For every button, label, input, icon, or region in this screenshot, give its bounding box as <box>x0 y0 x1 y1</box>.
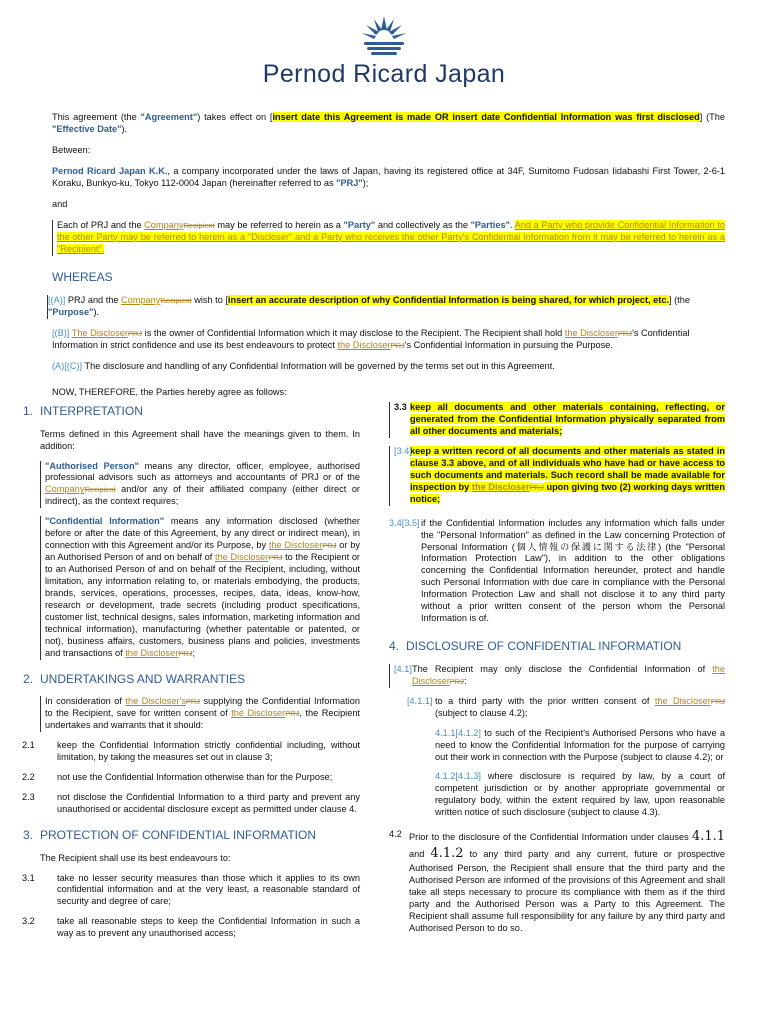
effective-date-paragraph: This agreement (the "Agreement") takes effect on [insert date this Agreement is made OR insert date Confidential Information was first disclosed] (The "Effective Date"). <box>52 112 726 134</box>
clause-2-2: 2.2 not use the Confidential Information otherwise than for the Purpose; <box>22 772 333 783</box>
definition-confidential-information: "Confidential Information" means any information disclosed (whether before or after the date of this Agreement, by any direct or indirect mean), in connection with this Agreement and/or its Purpose, by the DiscloserPRJ or by an Authorised Person of and on behalf of the DiscloserPRJ to the Recipient or to an Authorised Person of and on behalf of the Recipient, including, without limitation, any information relating to, or materials embodying, the products, brands, services, operations, processes, recipes, data, ideas, know-how, research or development, trade secrets (including product specifications, customer list, technical designs, sales information, marketing information and technical information), manufacturing (whether patentable or patented, or not), business affairs, customers, business plans and policies, investments and transactions of the DiscloserPRJ; <box>40 516 360 659</box>
section-3-intro: The Recipient shall use its best endeavours to: <box>40 852 231 863</box>
section-2-heading: 2. UNDERTAKINGS AND WARRANTIES <box>23 671 246 686</box>
left-column <box>22 404 361 948</box>
clause-3-1: 3.1 take no lesser security measures than those which it applies to its own confidential information and at the very least, a reasonable standard of security and degree of care; <box>22 872 360 907</box>
now-therefore-paragraph: NOW, THEREFORE, the Parties hereby agree as follows: <box>52 386 287 397</box>
parties-paragraph: Each of PRJ and the CompanyRecipient may be referred to herein as a "Party" and collectively as the "Parties". And a Party who provide Confidential Information to the other Party may be referred to herein as a "Discloser" and a Party who receives the other Party's Confidential Information from it may be referred to herein as a "Recipient". <box>52 220 725 256</box>
fan-logo-icon <box>358 12 410 56</box>
section-2-intro: In consideration of the Discloser'sPRJ supplying the Confidential Information to the Recipient, save for written consent of the DiscloserPRJ, the Recipient undertakes and warrants that it should: <box>40 696 360 732</box>
recital-b: [(B)] The DiscloserPRJ is the owner of Confidential Information which it may disclose to the Recipient. The Recipient shall hold the DiscloserPRJ's Confidential Information in strict confidence and use its best endeavours to protect the DiscloserPRJ's Confidential Information in pursuing the Purpose. <box>52 328 690 351</box>
clause-4-1-3: 4.1.2[4.1.3] where disclosure is required by law, by a court of competent jurisdiction or by another appropriate governmental or regulatory body, within the extent required by law, upon reasonable written notice of such disclosure (subject to clause 4.3). <box>435 771 725 818</box>
between-label: Between: <box>52 144 91 155</box>
company-logo <box>0 12 768 91</box>
definition-authorised-person: "Authorised Person" means any director, officer, employee, authorised professional advisors such as attorneys and accountants of PRJ or of the CompanyRecipient and/or any of their affiliated company (either direct or indirect), as the context requires; <box>40 461 360 509</box>
clause-4-1: [4.1] The Recipient may only disclose the Confidential Information of the DiscloserPRJ: <box>389 664 725 688</box>
logo-text: Pernod Ricard Japan <box>262 60 506 88</box>
and-label: and <box>52 198 68 209</box>
clause-4-1-2: 4.1.1[4.1.2] to such of the Recipient's Authorised Persons who have a need to know the Confidential Information for the purpose of carrying out their work in connection with the Purpose (subject to clause 4.2); or <box>435 727 725 762</box>
section-3-heading: 3. PROTECTION OF CONFIDENTIAL INFORMATION <box>23 827 316 842</box>
section-1-intro: Terms defined in this Agreement shall have the meanings given to them. In addition: <box>40 428 360 451</box>
clause-2-3: 2.3 not disclose the Confidential Information to a third party and prevent any unauthorised or accidental disclosure except as permitted under clause 4. <box>22 792 360 815</box>
clause-2-1: 2.1 keep the Confidential Information strictly confidential including, without limitation, by taking the measures set out in clause 3; <box>22 740 360 763</box>
section-1-heading: 1. INTERPRETATION <box>23 404 143 418</box>
clause-4-1-1: [4.1.1] to a third party with the prior written consent of the DiscloserPRJ (subject to clause 4.2); <box>407 695 725 718</box>
clause-4-2: 4.2 Prior to the disclosure of the Confidential Information under clauses 4.1.1 and 4.1.2 to any third party and any current, future or prospective Authorised Person, the Recipient shall ensure that the third party and the Authorised Person are informed of the provisions of this Agreement and shall take all steps necessary to procure its compliance with them as if the third party and the Authorised Person was a Party to this Agreement. The Recipient shall assume full responsibility for any failure by any third party and Authorised Person to do so. <box>389 829 726 933</box>
clause-3-4: [3.4] keep a written record of all documents and other materials as stated in clause 3.3 above, and of all individuals who have had or have access to such documents and materials. Such record shall be made available for inspection by the DiscloserPRJ upon giving two (2) working days written notice; <box>389 446 725 506</box>
recital-a: [(A)] PRJ and the CompanyRecipient wish to [insert an accurate description of why Confidential Information is being shared, for which project, etc.] (the "Purpose"). <box>47 295 725 319</box>
clause-3-5: 3.4[3.5] if the Confidential Information includes any information which falls under the "Personal Information" as defined in the Law concerning Protection of Personal Information (個人情報の保護に関する法律) (the "Personal Information Protection Law"), in addition to the other obligations concerning the Confidential Information hereunder, protect and handle such Personal Information with due care in compliance with the Personal Information Protection Law and shall not disclose it to any third party without a prior written consent of the person whom the Personal Information is of. <box>389 517 725 624</box>
prj-party-paragraph: Pernod Ricard Japan K.K., a company incorporated under the laws of Japan, having its registered office at 34F, Sumitomo Fudosan Iidabashi First Tower, 2-6-1 Koraku, Bunkyo-ku, Tokyo 112-0004 Japan (hereinafter referred to as "PRJ"); <box>52 165 725 188</box>
right-column <box>389 402 725 943</box>
recital-c: (A)[(C)] The disclosure and handling of any Confidential Information will be governed by the terms set out in this Agreement. <box>52 360 555 371</box>
whereas-heading: WHEREAS <box>52 269 113 284</box>
section-4-heading: 4. DISCLOSURE OF CONFIDENTIAL INFORMATION <box>389 639 682 654</box>
agreement-intro <box>48 112 726 408</box>
clause-3-2: 3.2 take all reasonable steps to keep the Confidential Information in such a way as to prevent any unauthorised access; <box>22 916 360 939</box>
clause-3-3: 3.3 keep all documents and other materials containing, reflecting, or generated from the Confidential Information physically separated from all other documents and materials; <box>389 402 725 438</box>
